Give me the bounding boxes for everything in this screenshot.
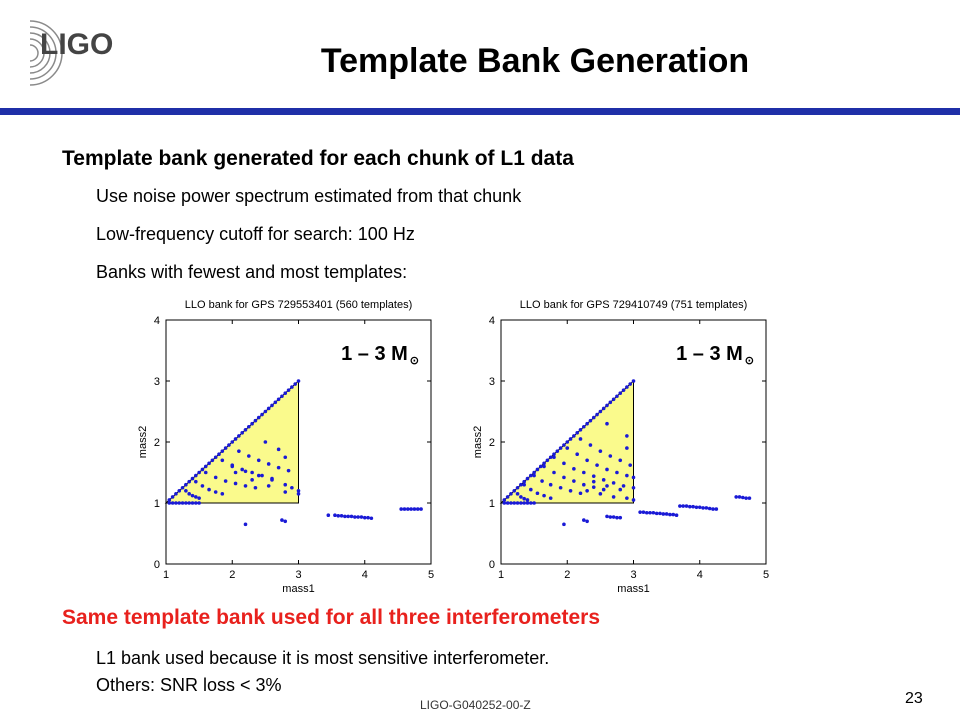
template-point xyxy=(592,474,596,478)
y-axis-label: mass2 xyxy=(137,425,149,459)
template-point xyxy=(565,446,569,450)
template-point xyxy=(187,480,191,484)
template-point xyxy=(618,488,622,492)
template-point xyxy=(207,488,211,492)
template-point xyxy=(353,515,357,519)
plot-title: LLO bank for GPS 729410749 (751 templates) xyxy=(519,299,748,311)
template-point xyxy=(618,391,622,395)
template-point xyxy=(283,391,287,395)
template-point xyxy=(579,428,583,432)
template-point xyxy=(592,416,596,420)
template-point xyxy=(665,512,669,516)
template-point xyxy=(181,501,185,505)
template-point xyxy=(599,410,603,414)
document-id: LIGO-G040252-00-Z xyxy=(420,698,531,712)
template-point xyxy=(187,492,191,496)
template-point xyxy=(214,490,218,494)
template-point xyxy=(221,492,225,496)
template-point xyxy=(579,491,583,495)
template-point xyxy=(592,485,596,489)
template-point xyxy=(625,496,629,500)
template-point xyxy=(589,419,593,423)
y-tick-label: 0 xyxy=(488,559,495,571)
y-tick-label: 2 xyxy=(488,437,495,449)
template-point xyxy=(503,498,507,502)
x-tick-label: 4 xyxy=(696,569,703,581)
template-point xyxy=(254,419,258,423)
template-point xyxy=(194,480,198,484)
template-point xyxy=(221,459,225,463)
x-tick-label: 2 xyxy=(229,569,236,581)
template-point xyxy=(569,437,573,441)
plot-title: LLO bank for GPS 729553401 (560 templates) xyxy=(184,299,413,311)
template-point xyxy=(277,448,281,452)
mass-range-annotation: 1 – 3 M $_⊙$ xyxy=(676,343,754,367)
template-point xyxy=(536,468,540,472)
template-point xyxy=(599,492,603,496)
template-point xyxy=(340,514,344,518)
template-point xyxy=(582,471,586,475)
template-point xyxy=(343,515,347,519)
template-point xyxy=(280,394,284,398)
template-point xyxy=(741,496,745,500)
template-point xyxy=(244,484,248,488)
template-point xyxy=(264,410,268,414)
template-point xyxy=(277,466,281,470)
template-point xyxy=(406,507,410,511)
template-point xyxy=(509,492,513,496)
template-point xyxy=(346,515,350,519)
template-point xyxy=(655,512,659,516)
template-point xyxy=(615,471,619,475)
template-point xyxy=(336,514,340,518)
template-point xyxy=(632,476,636,480)
template-point xyxy=(628,382,632,386)
template-point xyxy=(204,465,208,469)
template-point xyxy=(615,516,619,520)
template-point xyxy=(244,523,248,527)
template-point xyxy=(177,501,181,505)
template-point xyxy=(562,476,566,480)
template-point xyxy=(569,489,573,493)
template-point xyxy=(585,459,589,463)
template-point xyxy=(681,504,685,508)
template-point xyxy=(194,474,198,478)
y-tick-label: 4 xyxy=(153,315,160,327)
template-point xyxy=(585,520,589,524)
template-point xyxy=(247,454,251,458)
template-point xyxy=(224,446,228,450)
template-point xyxy=(287,469,291,473)
template-point xyxy=(582,425,586,429)
template-point xyxy=(572,479,576,483)
solar-mass-symbol: ⊙ xyxy=(409,355,419,367)
template-point xyxy=(293,382,297,386)
template-point xyxy=(605,404,609,408)
template-point xyxy=(595,463,599,467)
template-point xyxy=(632,498,636,502)
template-point xyxy=(227,443,231,447)
template-point xyxy=(174,501,178,505)
template-point xyxy=(221,449,225,453)
y-tick-label: 1 xyxy=(488,498,495,510)
template-point xyxy=(748,496,752,500)
template-point xyxy=(506,495,510,499)
template-point xyxy=(297,492,301,496)
template-point xyxy=(628,463,632,467)
template-point xyxy=(691,505,695,509)
template-point xyxy=(618,459,622,463)
y-tick-label: 4 xyxy=(488,315,495,327)
template-point xyxy=(197,501,201,505)
page-number: 23 xyxy=(905,690,923,707)
template-point xyxy=(287,388,291,392)
template-point xyxy=(622,388,626,392)
template-point xyxy=(187,501,191,505)
template-point xyxy=(244,469,248,473)
bullet-sub-4: L1 bank used because it is most sensitive interferometer. xyxy=(96,648,550,668)
template-point xyxy=(419,507,423,511)
template-point xyxy=(413,507,417,511)
template-point xyxy=(688,505,692,509)
template-point xyxy=(625,434,629,438)
template-point xyxy=(184,489,188,493)
template-point xyxy=(363,516,367,520)
template-point xyxy=(267,484,271,488)
template-point xyxy=(612,495,616,499)
bullet-sub-3: Banks with fewest and most templates: xyxy=(96,262,408,282)
template-point xyxy=(247,425,251,429)
template-point xyxy=(409,507,413,511)
template-point xyxy=(283,520,287,524)
template-point xyxy=(552,471,556,475)
template-point xyxy=(575,452,579,456)
template-point xyxy=(267,462,271,466)
template-point xyxy=(708,507,712,511)
template-point xyxy=(240,431,244,435)
template-point xyxy=(250,422,254,426)
x-axis-label: mass1 xyxy=(282,583,315,595)
template-point xyxy=(234,437,238,441)
y-tick-label: 2 xyxy=(153,437,160,449)
logo-text: LIGO xyxy=(40,28,114,61)
x-tick-label: 5 xyxy=(762,569,770,581)
template-point xyxy=(516,492,520,496)
template-point xyxy=(234,471,238,475)
template-point xyxy=(522,501,526,505)
template-point xyxy=(191,477,195,481)
bullet-sub-1: Use noise power spectrum estimated from that chunk xyxy=(96,186,522,206)
template-point xyxy=(701,506,705,510)
template-point xyxy=(605,515,609,519)
template-point xyxy=(711,507,715,511)
template-point xyxy=(519,495,523,499)
template-point xyxy=(671,513,675,517)
template-point xyxy=(556,449,560,453)
template-point xyxy=(546,459,550,463)
template-point xyxy=(244,428,248,432)
template-bank-plot-2 xyxy=(455,294,795,604)
template-point xyxy=(662,512,666,516)
template-point xyxy=(632,486,636,490)
template-point xyxy=(715,507,719,511)
template-point xyxy=(519,483,523,487)
y-axis-label: mass2 xyxy=(472,425,484,459)
template-point xyxy=(184,483,188,487)
template-point xyxy=(201,468,205,472)
template-bank-plot-1 xyxy=(120,294,460,604)
template-point xyxy=(652,511,656,515)
template-point xyxy=(512,489,516,493)
template-point xyxy=(297,379,301,383)
template-point xyxy=(283,490,287,494)
template-point xyxy=(403,507,407,511)
template-point xyxy=(738,495,742,499)
template-point xyxy=(572,467,576,471)
template-point xyxy=(605,484,609,488)
template-point xyxy=(254,486,258,490)
y-tick-label: 0 xyxy=(153,559,160,571)
template-point xyxy=(207,462,211,466)
template-point xyxy=(625,474,629,478)
template-point xyxy=(685,504,689,508)
template-point xyxy=(526,477,530,481)
y-tick-label: 3 xyxy=(153,376,160,388)
template-point xyxy=(260,413,264,417)
template-point xyxy=(529,474,533,478)
template-point xyxy=(609,401,613,405)
template-point xyxy=(184,501,188,505)
template-point xyxy=(280,518,284,522)
bullet-sub-5: Others: SNR loss < 3% xyxy=(96,675,282,695)
template-point xyxy=(625,446,629,450)
template-point xyxy=(366,516,370,520)
template-point xyxy=(615,394,619,398)
template-point xyxy=(191,494,195,498)
template-point xyxy=(648,511,652,515)
template-point xyxy=(290,385,294,389)
template-point xyxy=(257,416,261,420)
title-divider xyxy=(0,108,960,115)
template-point xyxy=(171,495,175,499)
template-point xyxy=(605,468,609,472)
template-point xyxy=(579,437,583,441)
template-point xyxy=(194,501,198,505)
template-point xyxy=(612,481,616,485)
template-point xyxy=(327,513,331,517)
template-point xyxy=(250,478,254,482)
template-point xyxy=(542,465,546,469)
template-point xyxy=(612,515,616,519)
y-tick-label: 1 xyxy=(153,498,160,510)
template-point xyxy=(562,523,566,527)
template-point xyxy=(237,434,241,438)
template-point xyxy=(230,440,234,444)
x-tick-label: 5 xyxy=(427,569,435,581)
template-point xyxy=(522,483,526,487)
template-point xyxy=(174,492,178,496)
template-point xyxy=(744,496,748,500)
x-tick-label: 3 xyxy=(295,569,302,581)
template-point xyxy=(602,407,606,411)
template-point xyxy=(536,491,540,495)
template-point xyxy=(516,486,520,490)
template-point xyxy=(191,501,195,505)
template-point xyxy=(612,398,616,402)
x-tick-label: 4 xyxy=(361,569,368,581)
template-point xyxy=(267,407,271,411)
template-point xyxy=(595,413,599,417)
template-point xyxy=(559,486,563,490)
template-point xyxy=(599,449,603,453)
template-point xyxy=(356,515,360,519)
template-point xyxy=(257,474,261,478)
template-point xyxy=(582,483,586,487)
template-point xyxy=(224,479,228,483)
template-point xyxy=(283,483,287,487)
template-point xyxy=(257,459,261,463)
template-point xyxy=(211,459,215,463)
template-point xyxy=(333,513,337,517)
template-point xyxy=(562,462,566,466)
template-point xyxy=(542,494,546,498)
template-point xyxy=(360,515,364,519)
template-point xyxy=(592,480,596,484)
template-point xyxy=(532,474,536,478)
template-point xyxy=(270,404,274,408)
template-point xyxy=(277,398,281,402)
template-point xyxy=(532,501,536,505)
template-point xyxy=(509,501,513,505)
template-point xyxy=(197,496,201,500)
x-tick-label: 3 xyxy=(630,569,637,581)
template-point xyxy=(559,446,563,450)
bullet-main-1: Template bank generated for each chunk of L1 data xyxy=(62,147,574,170)
template-point xyxy=(698,505,702,509)
template-point xyxy=(585,422,589,426)
template-point xyxy=(516,501,520,505)
template-point xyxy=(549,483,553,487)
template-point xyxy=(290,486,294,490)
template-point xyxy=(283,455,287,459)
solar-mass-symbol: ⊙ xyxy=(744,355,754,367)
template-point xyxy=(552,455,556,459)
template-point xyxy=(675,513,679,517)
template-point xyxy=(522,497,526,501)
x-axis-label: mass1 xyxy=(617,583,650,595)
template-point xyxy=(274,401,278,405)
template-point xyxy=(260,474,264,478)
template-point xyxy=(609,454,613,458)
template-point xyxy=(695,505,699,509)
template-point xyxy=(217,452,221,456)
template-point xyxy=(168,498,172,502)
template-point xyxy=(705,506,709,510)
template-point xyxy=(734,495,738,499)
template-point xyxy=(678,504,682,508)
template-point xyxy=(201,484,205,488)
y-tick-label: 3 xyxy=(488,376,495,388)
x-tick-label: 1 xyxy=(497,569,505,581)
template-point xyxy=(370,516,374,520)
template-point xyxy=(204,471,208,475)
template-point xyxy=(197,471,201,475)
bullet-main-2: Same template bank used for all three interferometers xyxy=(62,606,601,629)
template-point xyxy=(529,501,533,505)
template-point xyxy=(237,449,241,453)
template-point xyxy=(230,465,234,469)
template-point xyxy=(582,518,586,522)
template-point xyxy=(602,488,606,492)
template-point xyxy=(658,512,662,516)
template-point xyxy=(512,501,516,505)
template-point xyxy=(642,510,646,514)
template-point xyxy=(609,515,613,519)
template-point xyxy=(645,511,649,515)
template-point xyxy=(171,501,175,505)
template-point xyxy=(214,455,218,459)
mass-range-annotation: 1 – 3 M $_⊙$ xyxy=(341,343,419,367)
template-point xyxy=(519,501,523,505)
template-point xyxy=(234,482,238,486)
template-point xyxy=(416,507,420,511)
template-point xyxy=(350,515,354,519)
template-point xyxy=(622,484,626,488)
bullet-sub-2: Low-frequency cutoff for search: 100 Hz xyxy=(96,224,415,244)
template-point xyxy=(181,486,185,490)
template-point xyxy=(264,440,268,444)
template-point xyxy=(602,478,606,482)
template-point xyxy=(506,501,510,505)
template-point xyxy=(214,476,218,480)
template-point xyxy=(399,507,403,511)
template-point xyxy=(605,422,609,426)
template-point xyxy=(270,478,274,482)
template-point xyxy=(250,471,254,475)
slide-title: Template Bank Generation xyxy=(320,42,750,80)
template-point xyxy=(177,489,181,493)
template-point xyxy=(575,431,579,435)
template-point xyxy=(618,516,622,520)
template-point xyxy=(585,489,589,493)
template-point xyxy=(540,479,544,483)
template-point xyxy=(638,510,642,514)
template-point xyxy=(549,496,553,500)
template-point xyxy=(539,465,543,469)
template-point xyxy=(572,434,576,438)
template-point xyxy=(529,488,533,492)
template-point xyxy=(589,443,593,447)
template-point xyxy=(565,440,569,444)
x-tick-label: 1 xyxy=(162,569,170,581)
template-point xyxy=(632,379,636,383)
template-point xyxy=(526,498,530,502)
template-point xyxy=(562,443,566,447)
x-tick-label: 2 xyxy=(564,569,571,581)
template-point xyxy=(194,495,198,499)
template-point xyxy=(625,385,629,389)
template-point xyxy=(549,455,553,459)
template-point xyxy=(668,513,672,517)
template-point xyxy=(240,468,244,472)
